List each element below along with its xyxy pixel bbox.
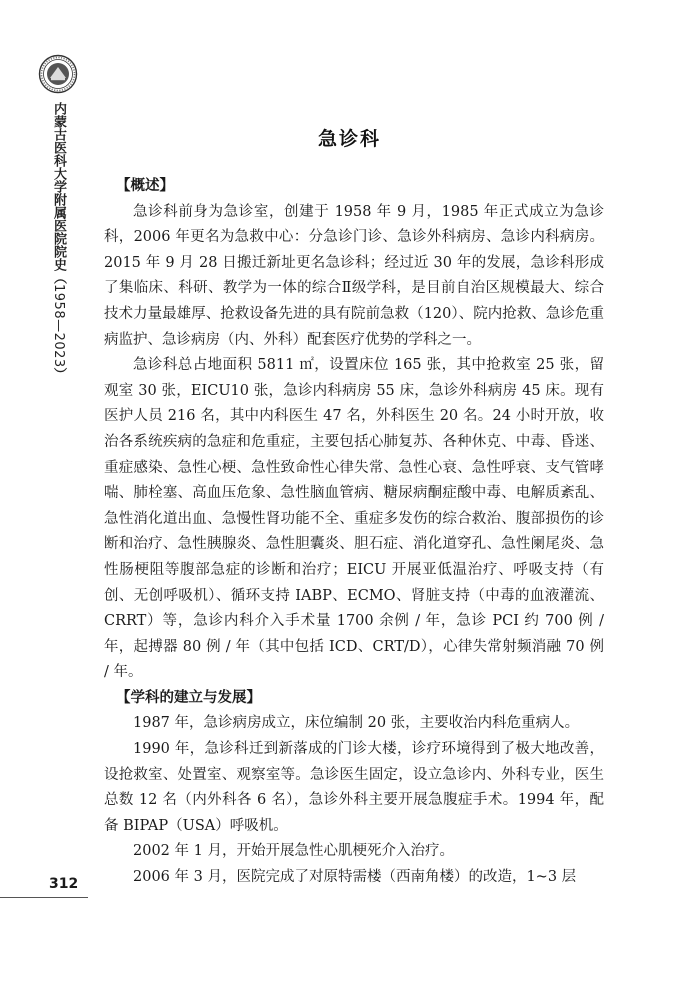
hospital-logo-icon — [38, 54, 78, 94]
paragraph: 2002 年 1 月，开始开展急性心肌梗死介入治疗。 — [133, 843, 454, 860]
page-number: 312 — [49, 876, 79, 892]
footer-divider — [0, 897, 88, 898]
page-title: 急诊科 — [317, 128, 381, 150]
section-heading-overview: 【概述】 — [116, 178, 174, 194]
paragraph: 急诊科总占地面积 5811 ㎡，设置床位 165 张，其中抢救室 25 张，留观室 30 张，EICU10 张，急诊内科病房 55 床，急诊外科病房 45 床。现有医护人员 216 名，其中内科医生 47 名，外科医生 20 名。24 小时开放，收治各系统疾病的急症和危重症，主要包括心肺复苏、各种休克、中毒、昏迷、重症感染、急性心梗、急性致命性心律失常、急性心衰、急性呼衰、支气管哮喘、肺栓塞、高血压危象、急性脑血管病、糖尿病酮症酸中毒、电解质紊乱、急性消化道出血、急慢性肾功能不全、重症多发伤的综合救治、腹部损伤的诊断和治疗、急性胰腺炎、急性胆囊炎、胆石症、消化道穿孔、急性阑尾炎、急性肠梗阻等腹部急症的诊断和治疗；EICU 开展亚低温治疗、呼吸支持（有创、无创呼吸机）、循环支持 IABP、ECMO、肾脏支持（中毒的血液灌流、CRRT）等，急诊内科介入手术量 1700 余例 / 年，急诊 PCI 约 700 例 / 年，起搏器 80 例 / 年（其中包括 ICD、CRT/D），心律失常射频消融 70 例 / 年。 — [104, 357, 604, 681]
book-title-close: ） — [51, 367, 66, 381]
book-title-text: 内蒙古医科大学附属医院院史（ — [51, 102, 66, 284]
body-text — [104, 174, 604, 891]
paragraph: 2006 年 3 月，医院完成了对原特需楼（西南角楼）的改造，1~3 层 — [133, 869, 577, 886]
book-title-years: 1958—2023 — [51, 284, 66, 368]
paragraph: 1990 年，急诊科迁到新落成的门诊大楼，诊疗环境得到了极大地改善，设抢救室、处置室、观察室等。急诊医生固定，设立急诊内、外科专业，医生总数 12 名（内外科各 6 名），急诊外科主要开展急腹症手术。1994 年，配备 BIPAP（USA）呼吸机。 — [104, 741, 604, 834]
paragraph: 1987 年，急诊病房成立，床位编制 20 张，主要收治内科危重病人。 — [133, 715, 580, 732]
paragraph: 急诊科前身为急诊室，创建于 1958 年 9 月，1985 年正式成立为急诊科，2006 年更名为急救中心：分急诊门诊、急诊外科病房、急诊内科病房。2015 年 9 月 28 日搬迁新址更名急诊科；经过近 30 年的发展，急诊科形成了集临床、科研、教学为一体的综合Ⅱ级学科，是目前自治区规模最大、综合技术力量最雄厚、抢救设备先进的具有院前急救（120）、院内抢救、急诊危重病监护、急诊病房（内、外科）配套医疗优势的学科之一。 — [104, 203, 604, 348]
section-heading-development: 【学科的建立与发展】 — [116, 689, 261, 706]
